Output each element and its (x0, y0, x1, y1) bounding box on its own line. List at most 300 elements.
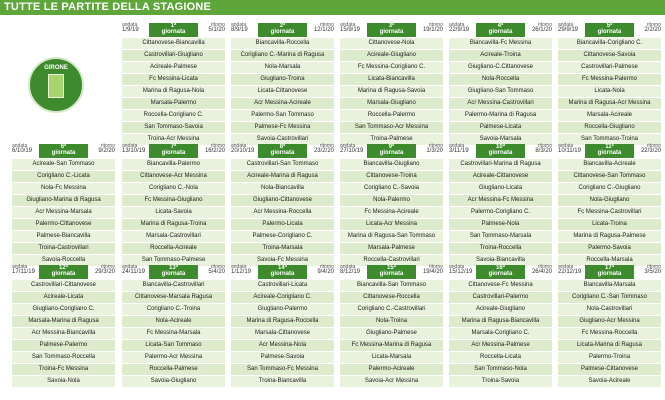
match-row: Troina-Biancavilla (231, 376, 334, 388)
giornata-number: 3ª (388, 23, 395, 29)
andata-date: 8/9/19 (231, 27, 248, 33)
giornata-block (12, 143, 115, 267)
match-row: Troina-Acr Messina (122, 134, 225, 146)
match-row: Savoia-Biancavilla (449, 255, 552, 267)
giornata-block (558, 143, 661, 267)
ritorno-date: 12/1/20 (313, 27, 334, 33)
andata-date: 10/11/19 (558, 148, 581, 154)
match-row: San Tommaso-Marsala (449, 231, 552, 243)
giornata-header (340, 264, 443, 280)
andata-date: 17/11/19 (12, 269, 35, 275)
giornata-block (449, 143, 552, 267)
match-row: Licata-Biancavilla (340, 74, 443, 86)
giornata-header (122, 143, 225, 159)
ritorno-date: 19/4/20 (422, 269, 443, 275)
giornata-box (367, 144, 416, 158)
match-row: Giugliano-Cittanovese (231, 195, 334, 207)
match-row: Marsala-Acireale (558, 110, 661, 122)
match-row: Acireale-Giugliano (449, 304, 552, 316)
ritorno-label: ritorno (210, 143, 225, 149)
match-row: Palmese-Savoia (231, 352, 334, 364)
giornata-number: 8ª (279, 144, 286, 150)
match-row: Licata-Savoia (122, 207, 225, 219)
match-row: Marsala-Palermo (122, 98, 225, 110)
match-list (122, 280, 225, 388)
giornata-label: giornata (270, 29, 295, 35)
giornata-header (449, 22, 552, 38)
ritorno-date: 8/3/20 (535, 148, 552, 154)
match-row: Savoia-Acr Messina (340, 376, 443, 388)
match-row: Nola-Acireale (122, 316, 225, 328)
match-row: Nola-Fc Messina (12, 183, 115, 195)
ritorno-label: ritorno (428, 143, 443, 149)
andata-date: 8/12/19 (340, 269, 361, 275)
ritorno-label: ritorno (646, 22, 661, 28)
giornata-box (476, 265, 525, 279)
match-list (558, 280, 661, 388)
match-row: Cittanovese-San Tommaso (558, 171, 661, 183)
giornata-block (231, 22, 334, 146)
match-row: Roccella-Castrovillari (340, 255, 443, 267)
andata-label: andata (122, 264, 138, 270)
giornata-box (258, 265, 307, 279)
giornata-header (558, 143, 661, 159)
giornata-header (12, 264, 115, 280)
andata-date: 20/10/19 (231, 148, 255, 154)
match-row: Nola-Marsala (231, 62, 334, 74)
match-row: Cittanovese-Savoia (558, 50, 661, 62)
giornata-number: 7ª (170, 144, 177, 150)
match-row: Castrovillari-Giugliano (122, 50, 225, 62)
ritorno-date: 9/4/20 (317, 269, 334, 275)
match-row: Marina di Ragusa-Nola (122, 86, 225, 98)
andata-date: 27/10/19 (340, 148, 364, 154)
match-row: Giugliano-C.Cittanovese (449, 62, 552, 74)
match-row: Roccella-Licata (449, 352, 552, 364)
giornata-header (449, 264, 552, 280)
page-title: TUTTE LE PARTITE DELLA STAGIONE (4, 1, 212, 13)
match-row: Giugliano-San Tommaso (449, 86, 552, 98)
match-row: Fc Messina-Giugliano (122, 195, 225, 207)
match-row: Acireale-Cittanovese (449, 171, 552, 183)
match-row: Palermo-Savoia (558, 243, 661, 255)
ritorno-date: 22/3/20 (640, 148, 661, 154)
match-row: Palmese-Licata (449, 122, 552, 134)
match-row: Palermo-Marina di Ragusa (449, 110, 552, 122)
giornata-box (585, 23, 634, 37)
match-row: Biancavilla-San Tommaso (340, 280, 443, 292)
andata-date: 22/9/19 (449, 27, 470, 33)
andata-label: andata (558, 22, 574, 28)
ritorno-date: 2/2/20 (644, 27, 661, 33)
match-row: Corigliano C.-Troina (122, 304, 225, 316)
andata-date: 15/12/19 (449, 269, 473, 275)
andata-label: andata (122, 143, 138, 149)
match-row: Corigliano C.-Marina di Ragusa (231, 50, 334, 62)
match-list (449, 159, 552, 267)
giornata-box (39, 265, 88, 279)
andata-label: andata (231, 264, 247, 270)
giornata-box (476, 23, 525, 37)
match-row: Marina di Ragusa-Acr Messina (558, 98, 661, 110)
match-row: Marsala-Cittanovese (231, 328, 334, 340)
match-row: Giugliano-Palmese (340, 328, 443, 340)
giornata-block (449, 22, 552, 146)
match-row: Licata-Acr Messina (340, 219, 443, 231)
match-row: Acireale-Marina di Ragusa (231, 171, 334, 183)
ritorno-date: 5/1/20 (208, 27, 225, 33)
match-row: Palermo-Licata (231, 219, 334, 231)
match-row: Giugliano-Troina (231, 74, 334, 86)
match-row: Acr Messina-Marsala (12, 207, 115, 219)
match-row: San Tommaso-Fc Messina (231, 364, 334, 376)
andata-label: andata (12, 143, 28, 149)
andata-label: andata (449, 264, 465, 270)
title-bar (0, 0, 665, 15)
giornata-block (122, 264, 225, 388)
giornata-block (558, 264, 661, 388)
ritorno-label: ritorno (646, 264, 661, 270)
match-row: Acireale-San Tommaso (12, 159, 115, 171)
andata-label: andata (12, 264, 28, 270)
match-row: Marsala-Marina di Ragusa (12, 316, 115, 328)
giornata-header (340, 22, 443, 38)
andata-label: andata (558, 264, 574, 270)
match-row: Nola-Biancavilla (231, 183, 334, 195)
ritorno-label: ritorno (100, 264, 115, 270)
match-row: Fc Messina-Roccella (558, 328, 661, 340)
ritorno-date: 9/2/20 (98, 148, 115, 154)
ritorno-label: ritorno (428, 22, 443, 28)
giornata-label: giornata (270, 150, 295, 156)
girone-shield-icon (48, 74, 64, 98)
giornata-label: giornata (379, 271, 404, 277)
andata-date: 13/10/19 (122, 148, 146, 154)
giornata-box (149, 265, 198, 279)
match-row: Troina-Fc Messina (12, 364, 115, 376)
match-row: Cittanovese-Marsala Ragusa (122, 292, 225, 304)
match-row: Marina di Ragusa-Palmese (558, 231, 661, 243)
giornata-number: 5ª (606, 23, 613, 29)
match-row: Savoia-Nola (12, 376, 115, 388)
match-row: Palermo-Acireale (340, 364, 443, 376)
giornata-box (149, 23, 198, 37)
match-row: Giugliano-Palermo (231, 304, 334, 316)
match-row: Savoia-Acireale (558, 376, 661, 388)
match-list (12, 280, 115, 388)
giornata-box (367, 265, 416, 279)
match-row: Biancavilla-Giugliano (340, 159, 443, 171)
match-row: Acireale-Corigliano C. (231, 292, 334, 304)
match-row: Roccella-Giugliano (558, 122, 661, 134)
giornata-box (149, 144, 198, 158)
andata-date: 6/10/19 (12, 148, 33, 154)
match-row: Nola-Castrovillari (558, 304, 661, 316)
match-row: Castrovillari-San Tommaso (231, 159, 334, 171)
ritorno-date: 23/2/20 (313, 148, 334, 154)
match-row: Cittanovese-Nola (340, 38, 443, 50)
match-row: Castrovillari-Palmese (558, 62, 661, 74)
match-row: Troina-Palmese (340, 134, 443, 146)
giornata-label: giornata (488, 150, 513, 156)
match-row: Roccella-Corigliano C. (122, 110, 225, 122)
match-row: Licata-Cittanovese (231, 86, 334, 98)
giornata-label: giornata (379, 150, 404, 156)
match-row: Acr Messina-Palmese (449, 340, 552, 352)
andata-label: andata (558, 143, 574, 149)
match-row: Roccella-Palermo (340, 110, 443, 122)
andata-label: andata (449, 143, 465, 149)
giornata-header (12, 143, 115, 159)
match-row: Licata-Nola (558, 86, 661, 98)
match-row: Cittanovese-Biancavilla (122, 38, 225, 50)
ritorno-label: ritorno (100, 143, 115, 149)
match-row: Castrovillari-Marina di Ragusa (449, 159, 552, 171)
andata-label: andata (231, 22, 247, 28)
match-row: Palermo-San Tommaso (231, 110, 334, 122)
andata-label: andata (340, 22, 356, 28)
match-list (558, 38, 661, 146)
giornata-number: 16ª (496, 265, 505, 271)
match-row: Corigliano C.-Licata (12, 171, 115, 183)
match-row: Castrovillari-Cittanovese (12, 280, 115, 292)
match-list (340, 38, 443, 146)
andata-date: 1/9/19 (122, 27, 139, 33)
giornata-header (449, 143, 552, 159)
match-row: Nola-Troina (340, 316, 443, 328)
ritorno-label: ritorno (319, 143, 334, 149)
giornata-number: 10ª (496, 144, 505, 150)
match-row: Palmese-Cittanovese (558, 364, 661, 376)
giornata-block (231, 264, 334, 388)
giornata-box (585, 144, 634, 158)
match-row: Troina-Roccella (449, 243, 552, 255)
match-row: Palmese-Corigliano C. (231, 231, 334, 243)
match-row: San Tommaso-Acr Messina (340, 122, 443, 134)
match-row: Marsala-Corigliano C. (449, 328, 552, 340)
match-row: Cittanovese-Acr Messina (122, 171, 225, 183)
match-row: Corigliano C.-Savoia (340, 183, 443, 195)
match-row: Biancavilla-Roccella (231, 38, 334, 50)
giornata-block (231, 143, 334, 267)
ritorno-label: ritorno (319, 264, 334, 270)
giornata-label: giornata (161, 29, 186, 35)
giornata-number: 1ª (170, 23, 177, 29)
giornata-header (340, 143, 443, 159)
giornata-header (231, 264, 334, 280)
match-row: Marina di Ragusa-Roccella (231, 316, 334, 328)
match-row: Fc Messina-Marina di Ragusa (340, 340, 443, 352)
match-row: Marina di Ragusa-San Tommaso (340, 231, 443, 243)
ritorno-label: ritorno (210, 22, 225, 28)
match-row: Acr Messina-Nola (231, 340, 334, 352)
match-list (449, 38, 552, 146)
match-row: Palermo-Troina (558, 352, 661, 364)
match-row: Palermo-Cittanovese (12, 219, 115, 231)
andata-date: 22/12/19 (558, 269, 582, 275)
match-list (12, 159, 115, 267)
giornata-number: 2ª (279, 23, 286, 29)
match-row: Cittanovese-Fc Messina (449, 280, 552, 292)
match-row: Acr Messina-Acireale (231, 98, 334, 110)
giornata-block (122, 22, 225, 146)
match-row: Giugliano-Licata (449, 183, 552, 195)
giornata-block (340, 22, 443, 146)
match-row: Troina-Castrovillari (12, 243, 115, 255)
match-row: Acireale-Palmese (122, 62, 225, 74)
giornata-number: 12ª (59, 265, 68, 271)
match-row: Savoia-Giugliano (122, 376, 225, 388)
match-row: Marina di Ragusa-Savoia (340, 86, 443, 98)
match-row: San Tommaso-Roccella (12, 352, 115, 364)
ritorno-label: ritorno (319, 22, 334, 28)
ritorno-date: 3/5/20 (644, 269, 661, 275)
match-row: Corigliano C.-Nola (122, 183, 225, 195)
match-row: Fc Messina-Marsala (122, 328, 225, 340)
match-row: San Tommaso-Troina (558, 134, 661, 146)
girone-badge (28, 57, 84, 113)
giornata-label: giornata (488, 271, 513, 277)
match-row: Troina-Savoia (449, 376, 552, 388)
match-row: San Tommaso-Nola (449, 364, 552, 376)
giornata-block (449, 264, 552, 388)
match-row: Roccella-Acireale (122, 243, 225, 255)
giornata-header (122, 264, 225, 280)
giornata-number: 17ª (605, 265, 614, 271)
match-row: Savoia-Marsala (449, 134, 552, 146)
match-row: Nola-Palermo (340, 195, 443, 207)
giornata-box (258, 144, 307, 158)
match-row: Marina di Ragusa-Biancavilla (449, 316, 552, 328)
giornata-label: giornata (379, 29, 404, 35)
giornata-header (231, 22, 334, 38)
andata-date: 15/9/19 (340, 27, 361, 33)
giornata-block (340, 143, 443, 267)
match-list (340, 159, 443, 267)
ritorno-date: 26/1/20 (531, 27, 552, 33)
match-row: Palermo-Corigliano C. (449, 207, 552, 219)
giornata-header (558, 264, 661, 280)
giornata-box (258, 23, 307, 37)
giornata-label: giornata (597, 150, 622, 156)
match-row: Troina-Marsala (231, 243, 334, 255)
match-row: Savoia-Castrovillari (231, 134, 334, 146)
match-list (449, 280, 552, 388)
andata-date: 24/11/19 (122, 269, 145, 275)
match-row: Savoia-Fc Messina (231, 255, 334, 267)
match-row: Savoia-Roccella (12, 255, 115, 267)
match-row: Licata-Marsala (340, 352, 443, 364)
giornata-label: giornata (51, 150, 76, 156)
andata-label: andata (449, 22, 465, 28)
match-row: San Tommaso-Savoia (122, 122, 225, 134)
giornata-label: giornata (597, 29, 622, 35)
giornata-label: giornata (51, 271, 76, 277)
ritorno-date: 29/3/20 (94, 269, 115, 275)
giornata-header (231, 143, 334, 159)
match-row: Biancavilla-Marsala (558, 280, 661, 292)
match-list (231, 38, 334, 146)
match-row: Marsala-Giugliano (340, 98, 443, 110)
match-row: Licata-San Tommaso (122, 340, 225, 352)
match-row: Giugliano-Marina di Ragusa (12, 195, 115, 207)
giornata-number: 4ª (497, 23, 504, 29)
match-row: Corigliano C.-Giugliano (558, 183, 661, 195)
match-row: Roccella-Marsala (558, 255, 661, 267)
giornata-number: 9ª (388, 144, 395, 150)
match-row: Licata-Troina (558, 219, 661, 231)
ritorno-label: ritorno (537, 143, 552, 149)
ritorno-date: 19/1/20 (422, 27, 443, 33)
ritorno-date: 1/3/20 (426, 148, 443, 154)
match-row: Biancavilla-Corigliano C. (558, 38, 661, 50)
match-row: Fc Messina-Acireale (340, 207, 443, 219)
andata-date: 1/12/19 (231, 269, 252, 275)
match-row: Palmese-Palermo (12, 340, 115, 352)
giornata-block (122, 143, 225, 267)
giornata-label: giornata (161, 271, 186, 277)
ritorno-label: ritorno (210, 264, 225, 270)
match-row: Corigliano C.-San Tommaso (558, 292, 661, 304)
andata-label: andata (231, 143, 247, 149)
ritorno-label: ritorno (537, 264, 552, 270)
match-list (231, 280, 334, 388)
match-list (122, 159, 225, 267)
giornata-number: 14ª (278, 265, 287, 271)
ritorno-label: ritorno (646, 143, 661, 149)
giornata-number: 13ª (169, 265, 178, 271)
match-row: Fc Messina-Licata (122, 74, 225, 86)
giornata-block (12, 264, 115, 388)
match-row: Biancavilla-Castrovillari (122, 280, 225, 292)
giornata-box (476, 144, 525, 158)
match-row: Palmese-Fc Messina (231, 122, 334, 134)
match-row: Licata-Marina di Ragusa (558, 340, 661, 352)
giornata-number: 15ª (387, 265, 396, 271)
match-row: Fc Messina-Corigliano C. (340, 62, 443, 74)
match-row: Cittanovese-Roccella (340, 292, 443, 304)
giornata-box (367, 23, 416, 37)
match-row: Biancavilla-Palermo (122, 159, 225, 171)
giornata-number: 6ª (60, 144, 67, 150)
match-list (122, 38, 225, 146)
match-row: Castrovillari-Licata (231, 280, 334, 292)
match-row: Acr Messina-Biancavilla (12, 328, 115, 340)
ritorno-label: ritorno (428, 264, 443, 270)
ritorno-date: 5/4/20 (208, 269, 225, 275)
match-row: San Tommaso-Palmese (122, 255, 225, 267)
match-row: Fc Messina-Palermo (558, 74, 661, 86)
match-row: Acr Messina-Castrovillari (449, 98, 552, 110)
giornata-label: giornata (161, 150, 186, 156)
andata-label: andata (340, 143, 356, 149)
match-row: Acireale-Licata (12, 292, 115, 304)
girone-label: GIRONE (44, 65, 68, 71)
giornata-label: giornata (597, 271, 622, 277)
match-row: Acireale-Giugliano (340, 50, 443, 62)
giornata-header (122, 22, 225, 38)
andata-label: andata (340, 264, 356, 270)
giornata-block (558, 22, 661, 146)
match-list (231, 159, 334, 267)
giornata-label: giornata (488, 29, 513, 35)
giornata-header (558, 22, 661, 38)
match-row: Palmese-Biancavilla (12, 231, 115, 243)
match-row: Palmese-Nola (449, 219, 552, 231)
andata-date: 29/9/19 (558, 27, 579, 33)
ritorno-date: 16/2/20 (204, 148, 225, 154)
match-row: Castrovillari-Palermo (449, 292, 552, 304)
